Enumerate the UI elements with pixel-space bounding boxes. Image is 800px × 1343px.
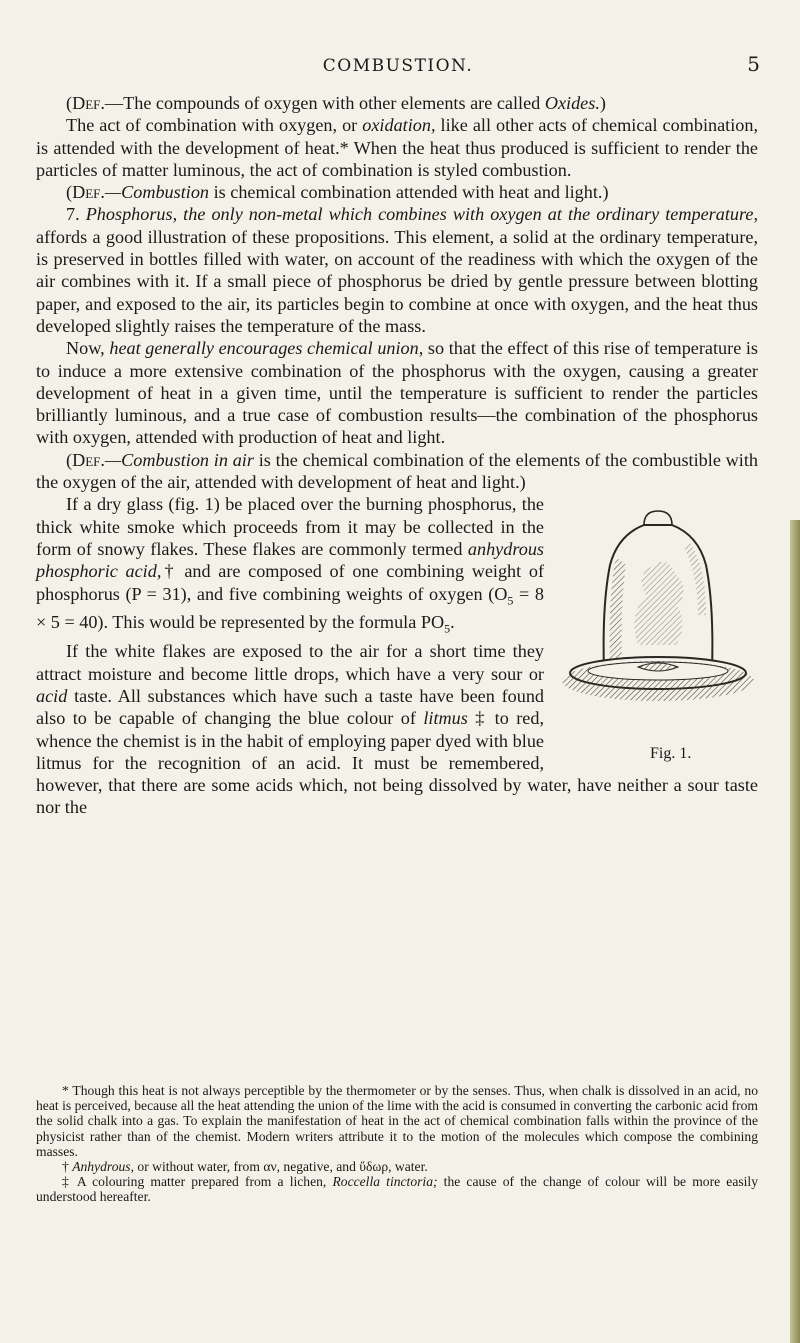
footnote-litmus: ‡ A colouring matter prepared from a lichen, Roccella tinctoria; the cause of the change of colour will be more easily understood hereafter. <box>36 1174 758 1205</box>
page-edge-shadow <box>790 520 800 1343</box>
paragraph-phosphorus: 7. Phosphorus, the only non-metal which combines with oxygen at the ordinary temperature, affords a good illustration of these propositions. This element, a solid at the ordinary temperature, is preserved in bottles filled with water, on account of the readiness with which the oxygen of the air combines with it. If a small piece of phosphorus be dried by gentle pressure between blotting paper, and exposed to the air, its particles begin to combine at once with oxygen, and the heat thus developed slightly raises the temperature of the mass. <box>36 204 758 336</box>
paragraph-oxidation: The act of combination with oxygen, or oxidation, like all other acts of chemical combination, is attended with the development of heat.* When the heat thus produced is sufficient to render the particles of matter luminous, the act of combination is styled combustion. <box>36 115 759 180</box>
footnotes <box>36 1083 758 1205</box>
running-title: COMBUSTION. <box>322 56 474 76</box>
paragraph-def-oxides: (Def.—The compounds of oxygen with other elements are called Oxides.) <box>66 93 606 113</box>
body-text <box>36 92 758 819</box>
def-label: Def. <box>72 182 105 203</box>
figure-caption: Fig. 1. <box>650 745 692 763</box>
def-label: Def. <box>72 449 105 470</box>
figure-1 <box>558 495 758 763</box>
paragraph-def-combustion-air: (Def.—Combustion in air is the chemical combination of the elements of the combustible with the oxygen of the air, attended with development of heat and light.) <box>36 449 758 493</box>
running-header <box>36 52 760 82</box>
def-label: Def. <box>72 93 105 113</box>
paragraph-acid-taste: If the white flakes are exposed to the air for a short time they attract moisture and become little drops, which have a very sour or acid taste. All substances which have such a taste have been found also to be capable of changing the blue colour of litmus ‡ to red, whence the chemist is in the habit of employing paper dyed with blue litmus for the recognition of an acid. It must be remembered, however, that there are some acids which, not being dissolved by water, have neither a sour taste nor the <box>36 641 758 818</box>
footnote-heat: * Though this heat is not always perceptible by the thermometer or by the senses. Thus, when chalk is dissolved in an acid, no heat is perceived, because all the heat attending the union of the lime with the acid is consumed in converting the carbonic acid from the solid chalk into a gas. To explain the manifestation of heat in the act of chemical combination falls within the province of the physicist rather than of the chemist. Modern writers attribute it to the motion of the molecules which compose the combining masses. <box>36 1083 758 1159</box>
page-number: 5 <box>747 52 760 76</box>
paragraph-def-combustion: (Def.—Combustion is chemical combination attended with heat and light.) <box>66 182 609 203</box>
bell-jar-illustration <box>558 495 758 735</box>
paragraph-heat-union: Now, heat generally encourages chemical union, so that the effect of this rise of temperature is to induce a more extensive combination of the phosphorus with the oxygen, causing a greater development of heat in a given time, until the temperature is sufficient to render the particles brilliantly luminous, and a true case of combustion results—the combination of the phosphorus with oxygen, attended with production of heat and light. <box>36 338 759 448</box>
footnote-anhydrous: † Anhydrous, or without water, from αν, negative, and ὕδωρ, water. <box>62 1159 428 1175</box>
paragraph-anhydrous: If a dry glass (fig. 1) be placed over the burning phosphorus, the thick white smoke which proceeds from it may be collected in the form of snowy flakes. These flakes are commonly termed anhydrous phosphoric acid,† and are composed of one combining weight of phosphorus (P = 31), and five combining weights of oxygen $(O_5 = 8 \times 5 = 40)$. This would be represented by the formula $PO_5$. <box>36 494 544 637</box>
